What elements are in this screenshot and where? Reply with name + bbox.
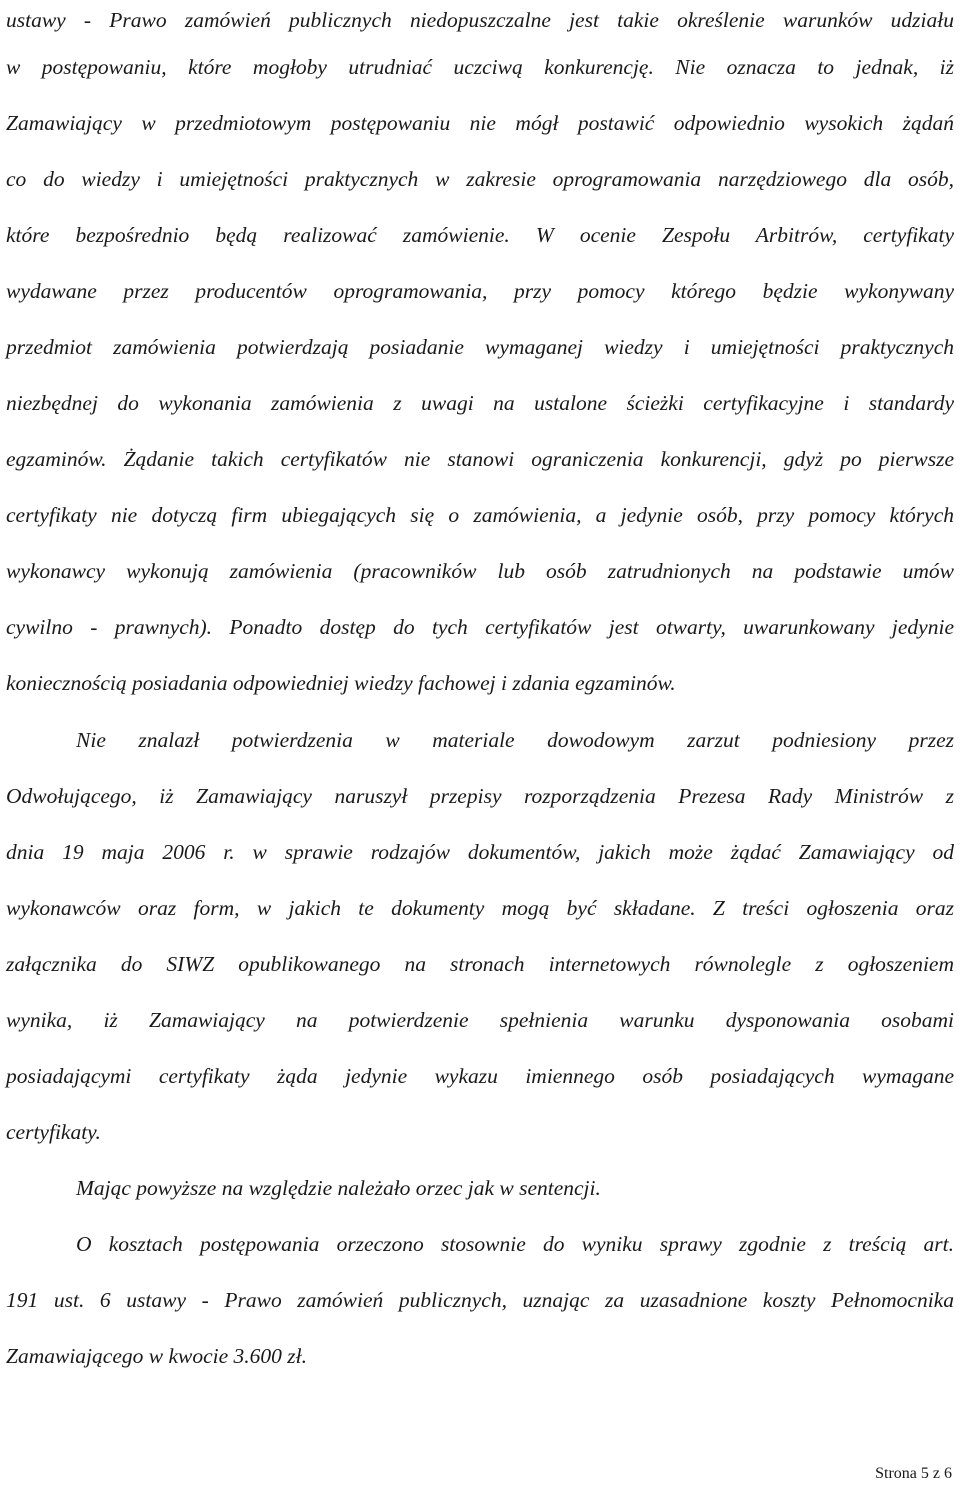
text-line: Nie znalazł potwierdzenia w materiale dowodowym zarzut podniesiony przez <box>76 728 954 752</box>
text-line: wykonawców oraz form, w jakich te dokumenty mogą być składane. Z treści ogłoszenia oraz <box>6 896 954 920</box>
text-line: posiadającymi certyfikaty żąda jedynie wykazu imiennego osób posiadających wymagane <box>6 1064 954 1088</box>
text-line: O kosztach postępowania orzeczono stosownie do wyniku sprawy zgodnie z treścią art. <box>76 1232 954 1256</box>
text-line: 191 ust. 6 ustawy - Prawo zamówień publicznych, uznając za uzasadnione koszty Pełnomocnika <box>6 1288 954 1312</box>
text-line: cywilno - prawnych). Ponadto dostęp do tych certyfikatów jest otwarty, uwarunkowany jedynie <box>6 615 954 639</box>
text-line: certyfikaty. <box>6 1120 101 1144</box>
text-line: które bezpośrednio będą realizować zamówienie. W ocenie Zespołu Arbitrów, certyfikaty <box>6 223 954 247</box>
text-line: certyfikaty nie dotyczą firm ubiegających się o zamówienia, a jedynie osób, przy pomocy których <box>6 503 954 527</box>
text-line: załącznika do SIWZ opublikowanego na stronach internetowych równolegle z ogłoszeniem <box>6 952 954 976</box>
text-line: Zamawiający w przedmiotowym postępowaniu nie mógł postawić odpowiednio wysokich żądań <box>6 111 954 135</box>
text-line: ustawy - Prawo zamówień publicznych niedopuszczalne jest takie określenie warunków udziału <box>6 8 954 32</box>
page-number: Strona 5 z 6 <box>875 1465 952 1482</box>
text-line: wynika, iż Zamawiający na potwierdzenie spełnienia warunku dysponowania osobami <box>6 1008 954 1032</box>
text-line: Mając powyższe na względzie należało orzec jak w sentencji. <box>76 1176 601 1200</box>
text-line: Zamawiającego w kwocie 3.600 zł. <box>6 1344 307 1368</box>
text-line: dnia 19 maja 2006 r. w sprawie rodzajów dokumentów, jakich może żądać Zamawiający od <box>6 840 954 864</box>
text-line: przedmiot zamówienia potwierdzają posiadanie wymaganej wiedzy i umiejętności praktycznych <box>6 335 954 359</box>
text-line: co do wiedzy i umiejętności praktycznych w zakresie oprogramowania narzędziowego dla osób, <box>6 167 954 191</box>
text-line: Odwołującego, iż Zamawiający naruszył przepisy rozporządzenia Prezesa Rady Ministrów z <box>6 784 954 808</box>
text-line: wydawane przez producentów oprogramowania, przy pomocy którego będzie wykonywany <box>6 279 954 303</box>
text-line: w postępowaniu, które mogłoby utrudniać uczciwą konkurencję. Nie oznacza to jednak, iż <box>6 55 954 79</box>
text-line: koniecznością posiadania odpowiedniej wiedzy fachowej i zdania egzaminów. <box>6 671 676 695</box>
text-line: wykonawcy wykonują zamówienia (pracowników lub osób zatrudnionych na podstawie umów <box>6 559 954 583</box>
text-line: niezbędnej do wykonania zamówienia z uwagi na ustalone ścieżki certyfikacyjne i standardy <box>6 391 954 415</box>
text-line: egzaminów. Żądanie takich certyfikatów nie stanowi ograniczenia konkurencji, gdyż po pierwsze <box>6 447 954 471</box>
